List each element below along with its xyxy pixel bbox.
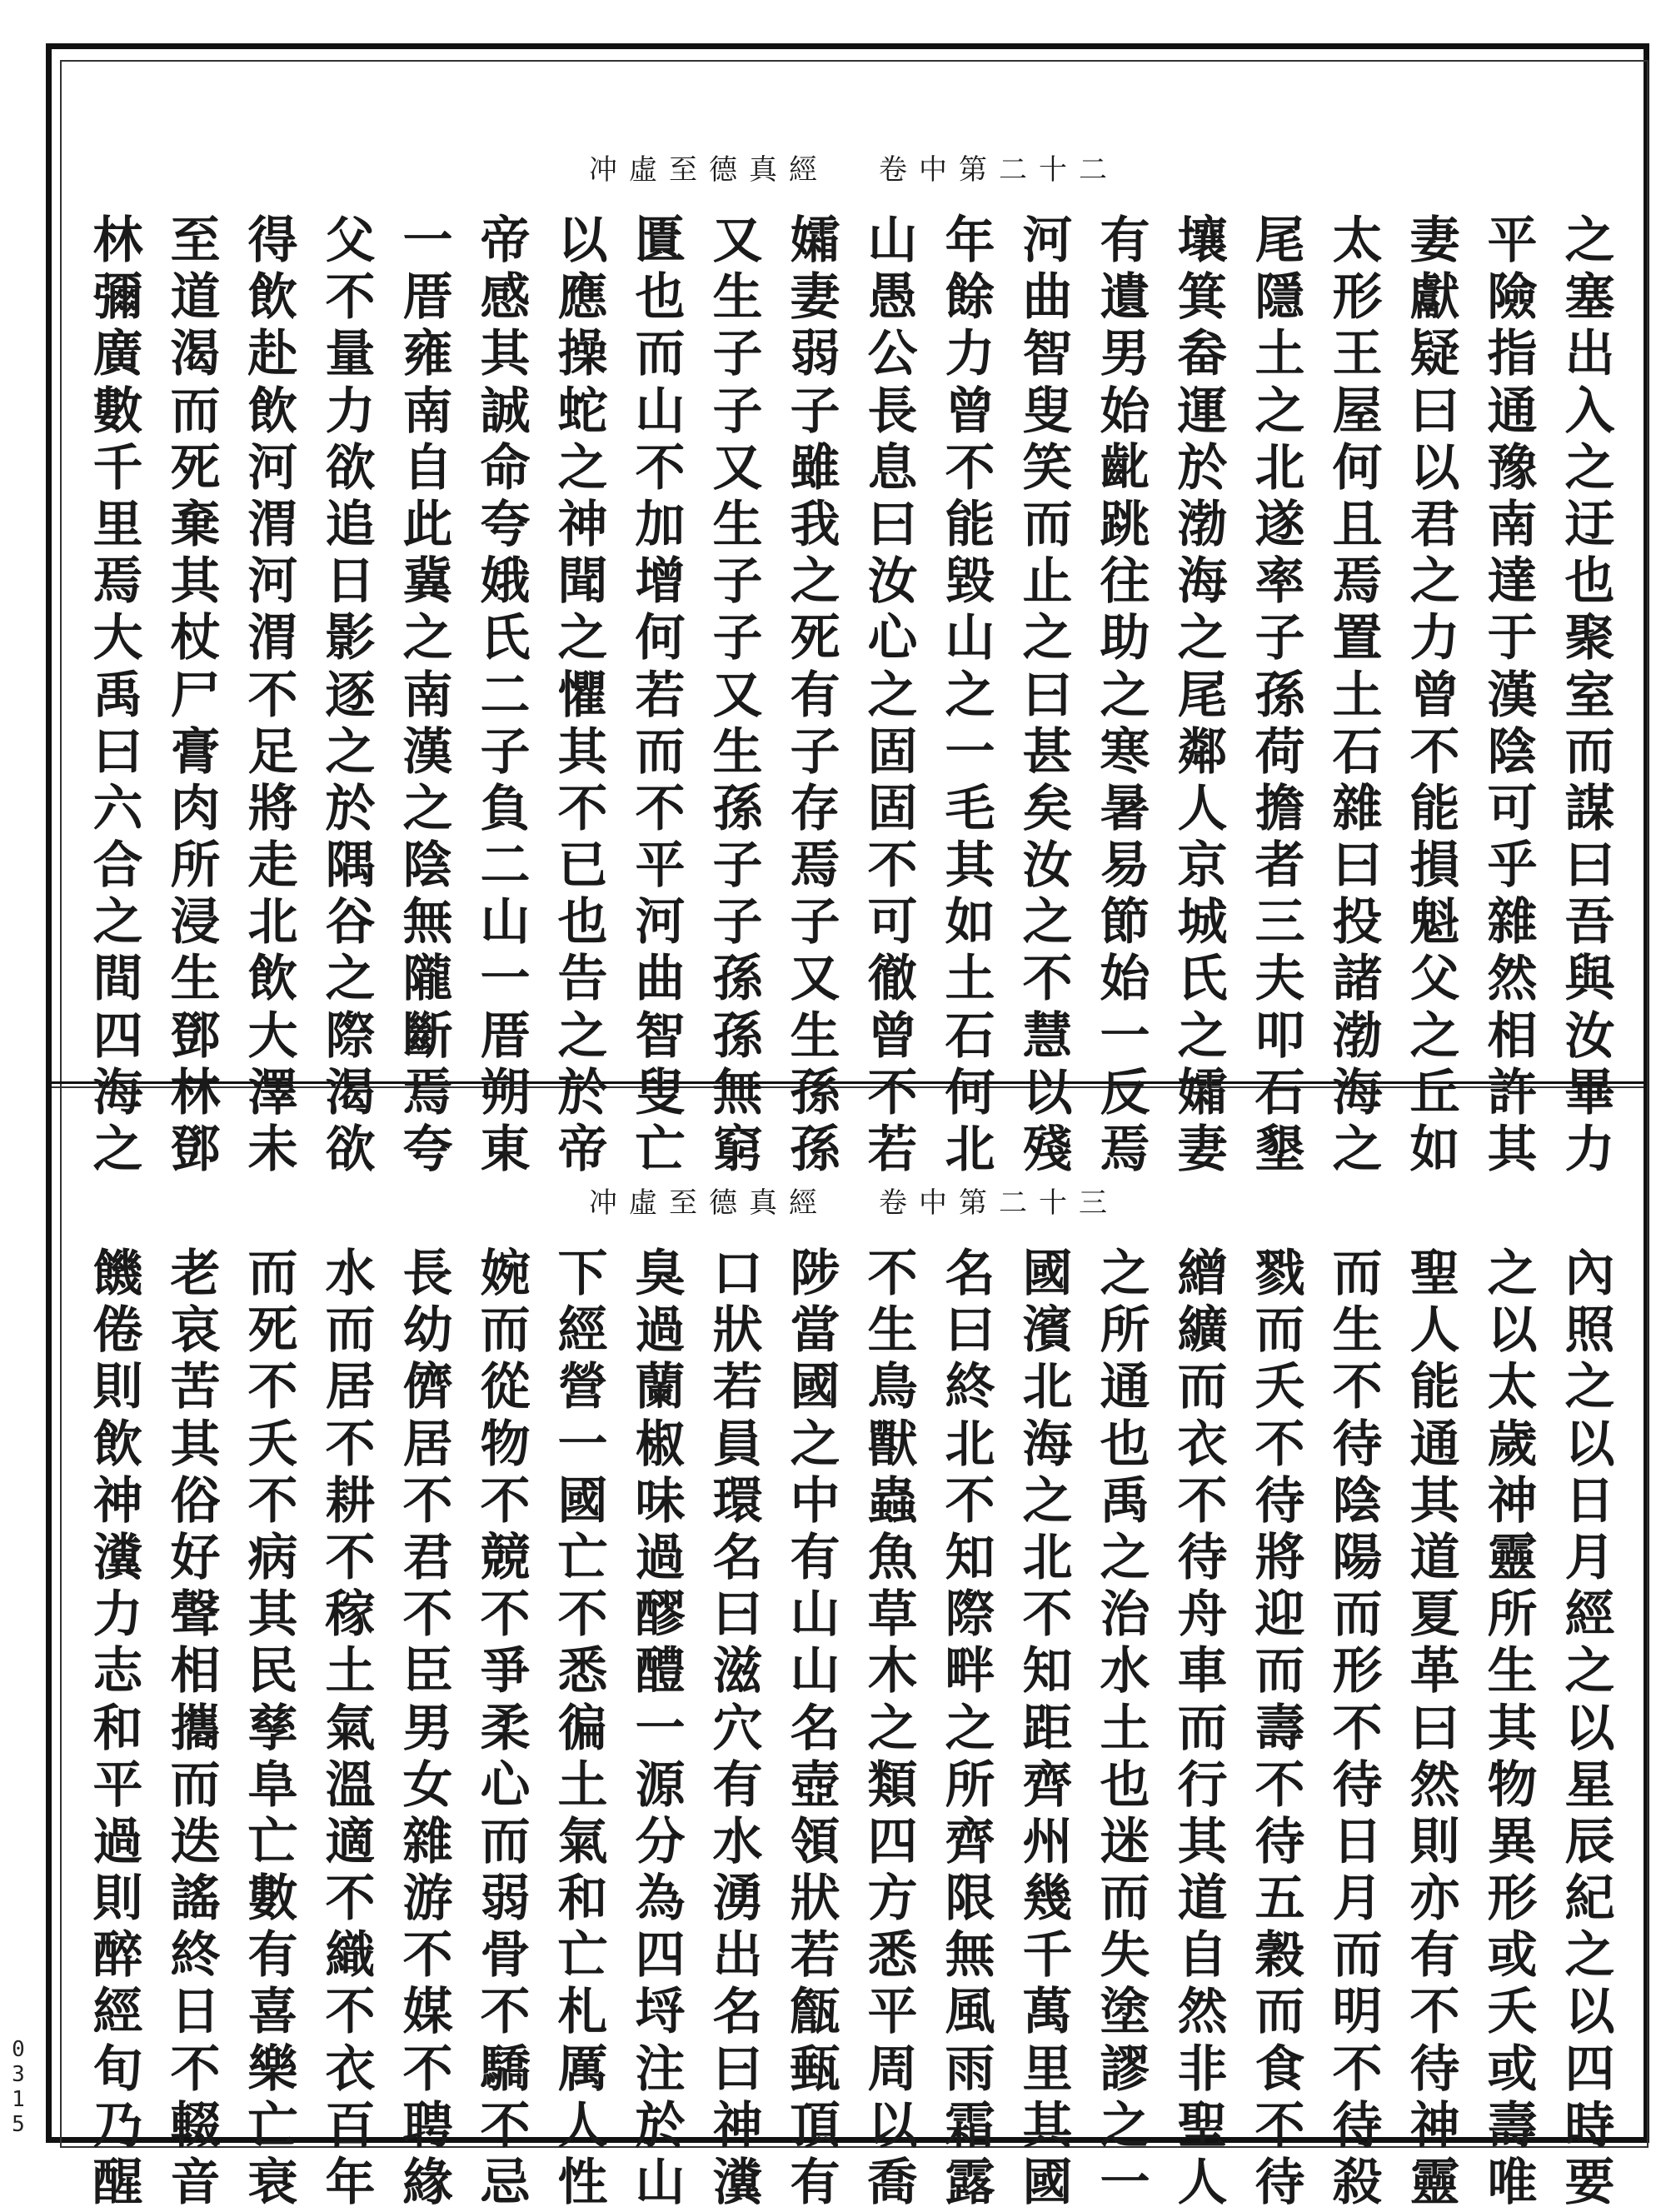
text-column: 陟 當 國 之 中 有 山 山 名 壺 領 狀 若 甔 甀 頂 有 bbox=[790, 1245, 840, 2212]
text-column: 之 塞 出 入 之 迂 也 聚 室 而 謀 曰 吾 與 汝 畢 力 bbox=[1564, 212, 1615, 1179]
text-column: 而 死 不 夭 不 病 其 民 孳 阜 亡 數 有 喜 樂 亡 衰 bbox=[247, 1245, 298, 2212]
text-column: 長 幼 儕 居 不 君 不 臣 男 女 雜 游 不 媒 不 聘 緣 bbox=[402, 1245, 453, 2212]
text-column: 匱 也 而 山 不 加 增 何 若 而 不 平 河 曲 智 叟 亡 bbox=[635, 212, 686, 1179]
text-column: 之 所 通 也 禹 之 治 水 土 也 迷 而 失 塗 謬 之 一 bbox=[1100, 1245, 1150, 2212]
text-column: 壤 箕 畚 運 於 渤 海 之 尾 鄰 人 京 城 氏 之 孀 妻 bbox=[1177, 212, 1228, 1179]
text-column: 聖 人 能 通 其 道 夏 革 曰 然 則 亦 有 不 待 神 靈 bbox=[1409, 1245, 1460, 2212]
text-column: 之 以 太 歲 神 靈 所 生 其 物 異 形 或 夭 或 壽 唯 bbox=[1487, 1245, 1538, 2212]
text-column: 老 哀 苦 其 俗 好 聲 相 攜 而 迭 謠 終 日 不 輟 音 bbox=[170, 1245, 221, 2212]
text-column: 山 愚 公 長 息 曰 汝 心 之 固 固 不 可 徹 曾 不 若 bbox=[867, 212, 918, 1179]
header-volume: 卷中第二十三 bbox=[879, 1186, 1119, 1220]
text-column: 繒 纊 而 衣 不 待 舟 車 而 行 其 道 自 然 非 聖 人 bbox=[1177, 1245, 1228, 2212]
text-column: 至 道 渴 而 死 棄 其 杖 尸 膏 肉 所 浸 生 鄧 林 鄧 bbox=[170, 212, 221, 1179]
text-column: 年 餘 力 曾 不 能 毀 山 之 一 毛 其 如 土 石 何 北 bbox=[945, 212, 995, 1179]
text-column: 父 不 量 力 欲 追 日 影 逐 之 於 隅 谷 之 際 渴 欲 bbox=[325, 212, 376, 1179]
page-header bbox=[79, 1175, 1629, 1225]
text-column: 戮 而 夭 不 待 將 迎 而 壽 不 待 五 穀 而 食 不 待 bbox=[1254, 1245, 1305, 2212]
text-column: 太 形 王 屋 何 且 焉 置 土 石 雜 曰 投 諸 渤 海 之 bbox=[1332, 212, 1383, 1179]
text-column: 妻 獻 疑 曰 以 君 之 力 曾 不 能 損 魁 父 之 丘 如 bbox=[1409, 212, 1460, 1179]
text-column: 平 險 指 通 豫 南 達 于 漢 陰 可 乎 雜 然 相 許 其 bbox=[1487, 212, 1538, 1179]
header-volume: 卷中第二十二 bbox=[879, 152, 1119, 187]
text-column: 國 濱 北 海 之 北 不 知 距 齊 州 幾 千 萬 里 其 國 bbox=[1022, 1245, 1073, 2212]
header-title: 冲虛至德真經 bbox=[589, 1186, 829, 1220]
text-column: 不 生 鳥 獸 蟲 魚 草 木 之 類 四 方 悉 平 周 以 喬 bbox=[867, 1245, 918, 2212]
text-column: 饑 倦 則 飲 神 瀵 力 志 和 平 過 則 醉 經 旬 乃 醒 bbox=[92, 1245, 143, 2212]
text-columns bbox=[79, 212, 1629, 1179]
text-column: 臭 過 蘭 椒 味 過 醪 醴 一 源 分 為 四 埒 注 於 山 bbox=[635, 1245, 686, 2212]
text-column: 有 遺 男 始 齔 跳 往 助 之 寒 暑 易 節 始 一 反 焉 bbox=[1100, 212, 1150, 1179]
header-title: 冲虛至德真經 bbox=[589, 152, 829, 187]
page-header bbox=[79, 142, 1629, 192]
text-column: 以 應 操 蛇 之 神 聞 之 懼 其 不 已 也 告 之 於 帝 bbox=[557, 212, 608, 1179]
text-column: 河 曲 智 叟 笑 而 止 之 曰 甚 矣 汝 之 不 慧 以 殘 bbox=[1022, 212, 1073, 1179]
text-column: 帝 感 其 誠 命 夸 娥 氏 二 子 負 二 山 一 厝 朔 東 bbox=[480, 212, 531, 1179]
text-column: 孀 妻 弱 子 雖 我 之 死 有 子 存 焉 子 又 生 孫 孫 bbox=[790, 212, 840, 1179]
lower-page bbox=[79, 1175, 1629, 2212]
text-column: 婉 而 從 物 不 競 不 爭 柔 心 而 弱 骨 不 驕 不 忌 bbox=[480, 1245, 531, 2212]
upper-page bbox=[79, 142, 1629, 1179]
page-number: 0315 bbox=[12, 2037, 25, 2137]
text-column: 一 厝 雍 南 自 此 冀 之 南 漢 之 陰 無 隴 斷 焉 夸 bbox=[402, 212, 453, 1179]
text-column: 口 狀 若 員 環 名 曰 滋 穴 有 水 湧 出 名 曰 神 瀵 bbox=[712, 1245, 763, 2212]
text-column: 名 曰 終 北 不 知 際 畔 之 所 齊 限 無 風 雨 霜 露 bbox=[945, 1245, 995, 2212]
text-column: 尾 隱 土 之 北 遂 率 子 孫 荷 擔 者 三 夫 叩 石 墾 bbox=[1254, 212, 1305, 1179]
text-column: 得 飲 赴 飲 河 渭 河 渭 不 足 將 走 北 飲 大 澤 未 bbox=[247, 212, 298, 1179]
text-column: 而 生 不 待 陰 陽 而 形 不 待 日 月 而 明 不 待 殺 bbox=[1332, 1245, 1383, 2212]
text-column: 水 而 居 不 耕 不 稼 土 氣 溫 適 不 織 不 衣 百 年 bbox=[325, 1245, 376, 2212]
text-column: 林 彌 廣 數 千 里 焉 大 禹 曰 六 合 之 間 四 海 之 bbox=[92, 212, 143, 1179]
text-columns bbox=[79, 1245, 1629, 2212]
text-column: 又 生 子 子 又 生 子 子 又 生 孫 子 子 孫 孫 無 窮 bbox=[712, 212, 763, 1179]
text-column: 內 照 之 以 日 月 經 之 以 星 辰 紀 之 以 四 時 要 bbox=[1564, 1245, 1615, 2212]
text-column: 下 經 營 一 國 亡 不 悉 徧 土 氣 和 亡 札 厲 人 性 bbox=[557, 1245, 608, 2212]
